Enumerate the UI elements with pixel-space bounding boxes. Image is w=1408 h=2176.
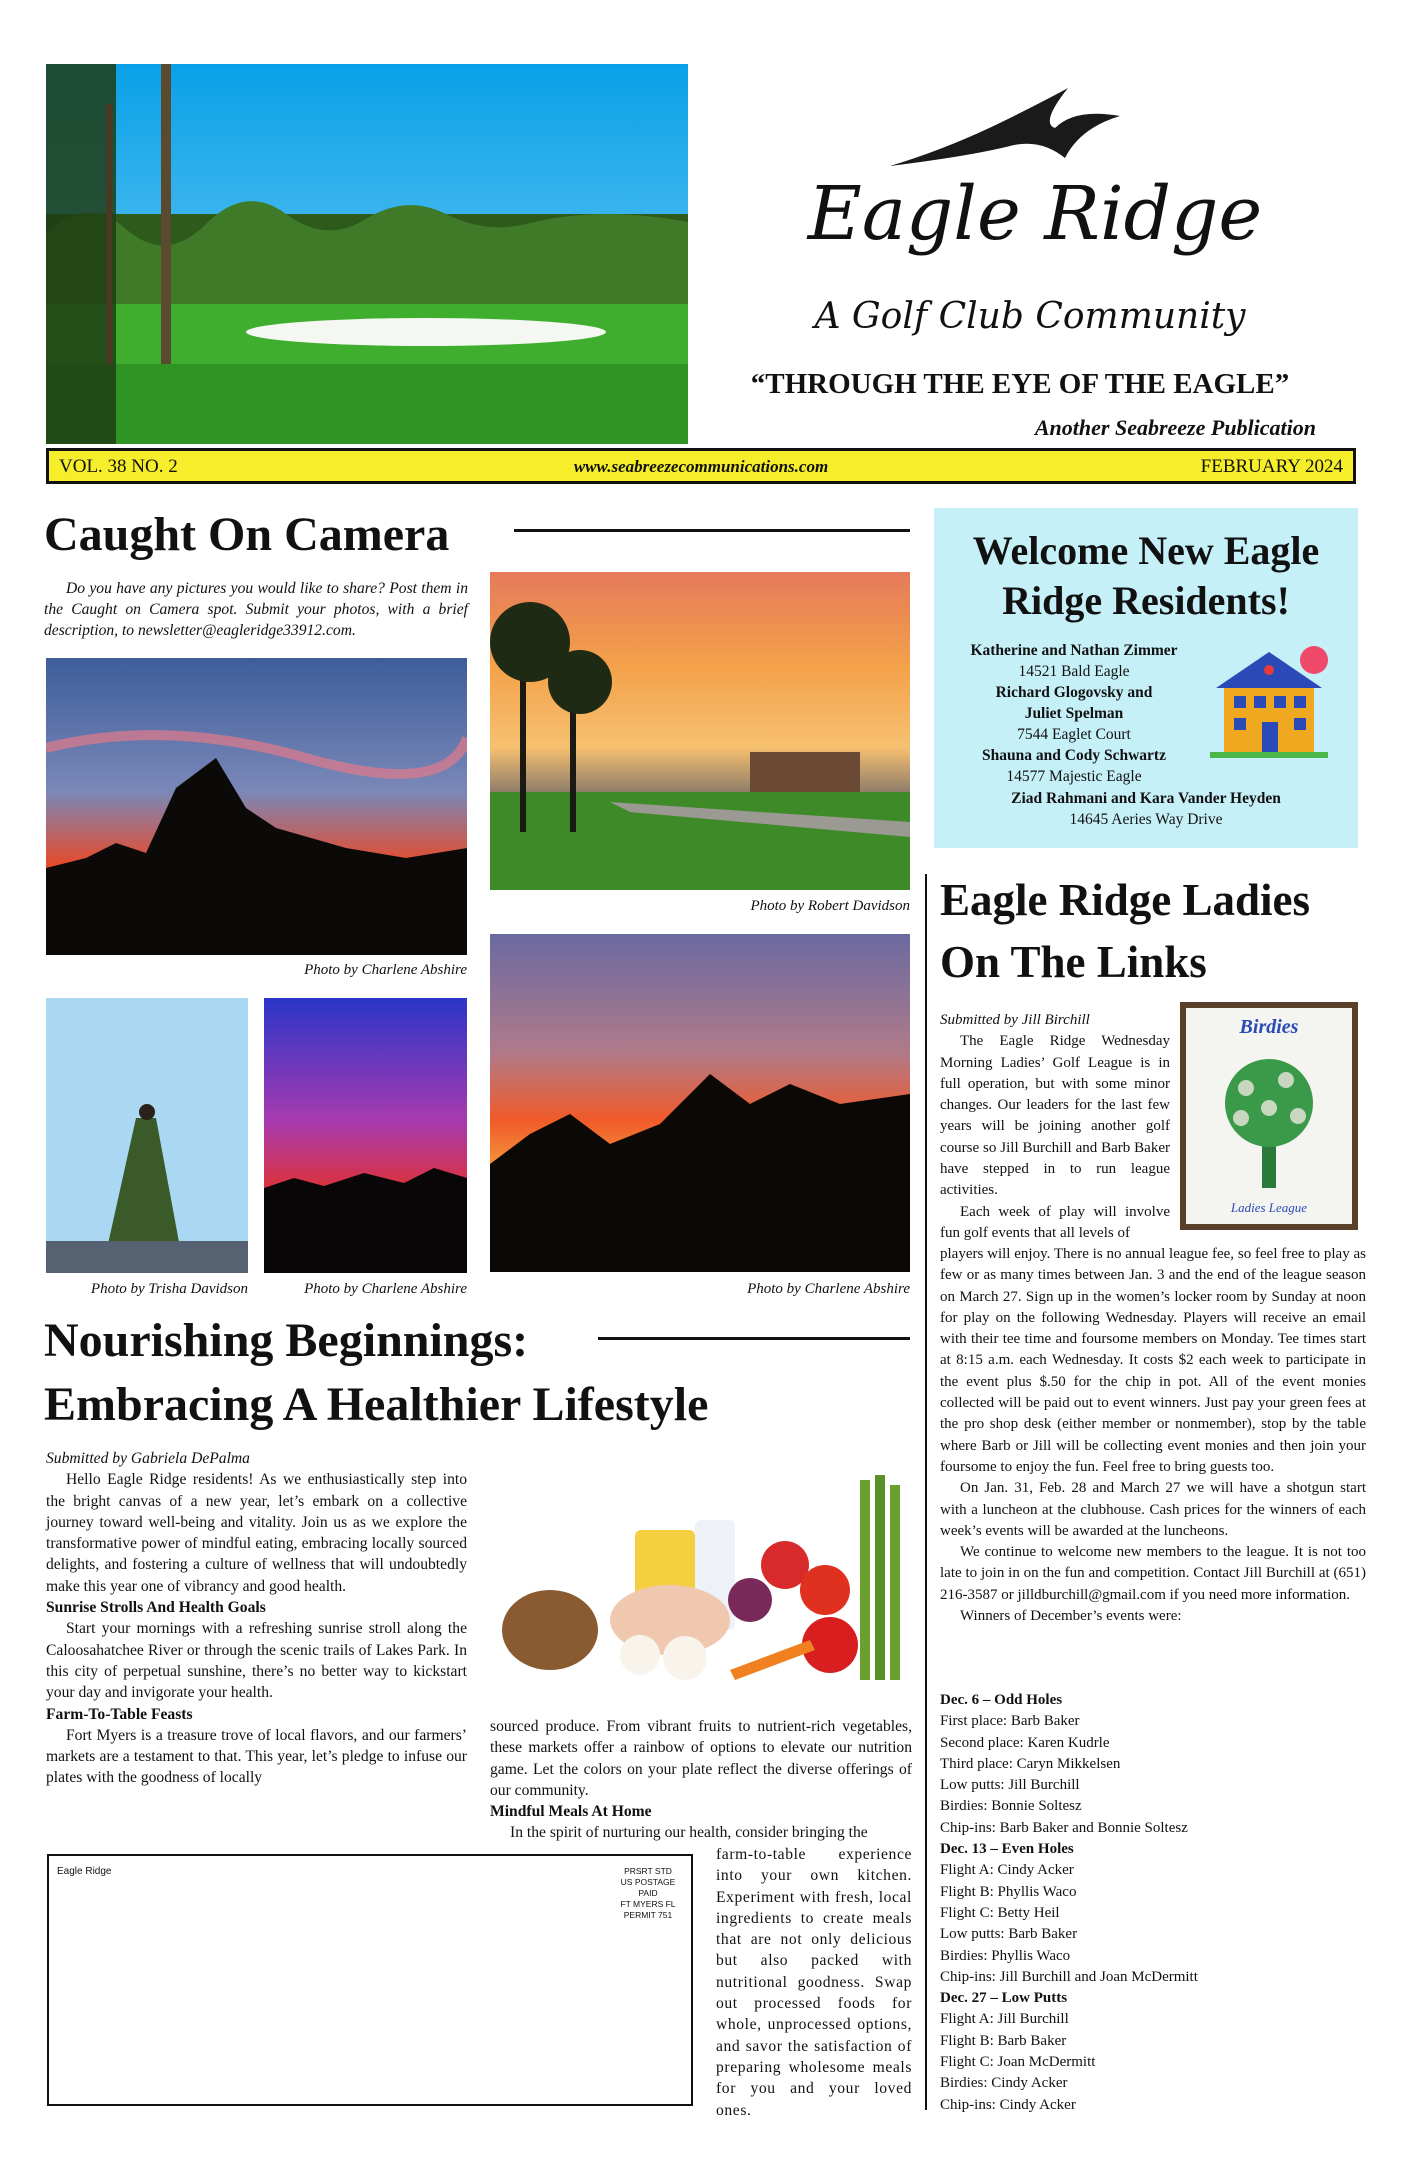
postage-line: PRSRT STD: [624, 1866, 672, 1876]
results-heading: Dec. 6 – Odd Holes: [940, 1692, 1063, 1708]
logo-title: Eagle Ridge: [807, 171, 1263, 257]
nourish-paragraph-3b: sourced produce. From vibrant fruits to nutrient-rich vegetables, these markets offer a rainbow of options to elevate our nutrition game. Let the colors on your plate reflect the diverse offerings of our community.: [490, 1718, 912, 1799]
photo-caption-2: Photo by Robert Davidson: [750, 898, 910, 914]
tagline: “THROUGH THE EYE OF THE EAGLE”: [750, 368, 1290, 400]
ladies-byline: Submitted by Jill Birchill: [940, 1012, 1090, 1028]
ladies-column-main: [940, 1244, 1366, 1627]
nourish-paragraph-1: Hello Eagle Ridge residents! As we enthusiastically step into the bright canvas of a new year, let’s embark on a collective journey toward well-being and vitality. Join us as we explore the transformative power of mindful eating, embracing locally sourced delights, and fostering a culture of wellness that will undoubtedly make this year one of vibrancy and good health.: [46, 1471, 467, 1595]
postage-line: FT MYERS FL: [620, 1899, 676, 1909]
results-line: Third place: Caryn Mikkelsen: [940, 1755, 1121, 1772]
nourish-subhead-3: Mindful Meals At Home: [490, 1803, 652, 1821]
mailing-panel: [47, 1854, 693, 2106]
photo-caption-4: Photo by Charlene Abshire: [304, 1281, 467, 1297]
postage-line: PERMIT 751: [623, 1910, 673, 1920]
golf-sunset-photo: [490, 934, 910, 1272]
results-line: Flight A: Jill Burchill: [940, 2011, 1069, 2028]
nourish-paragraph-4b: farm-to-table experience into your own kitchen. Experiment with fresh, local ingredients to create meals that are not only delicious but also packed with nutritional goodness. Swap out processed foods for whole, unprocessed options, and savor the satisfaction of preparing wholesome meals for you and your loved ones.: [716, 1846, 912, 2119]
birdies-frame-photo: [1180, 1002, 1358, 1230]
nourish-paragraph-2: Start your mornings with a refreshing sunrise stroll along the Caloosahatchee River or through the scenic trails of Lakes Park. In this city of perpetual sunshine, there’s no better way to kickstart your day and invigorate your health.: [46, 1620, 467, 1702]
ladies-paragraph-3: On Jan. 31, Feb. 28 and March 27 we will have a shotgun start with a luncheon at the clubhouse. Cash prices for the winners of each week’s events will be awarded at the luncheons.: [940, 1480, 1366, 1539]
results-heading: Dec. 13 – Even Holes: [940, 1841, 1074, 1858]
ladies-paragraph-1: The Eagle Ridge Wednesday Morning Ladies’ Golf League is in full operation, but with some minor changes. Our leaders for the last few years will be joining another golf course so Jill Burchill and Barb Baker have stepped in to run league activities.: [940, 1033, 1170, 1199]
frame-caption: Ladies League: [1230, 1200, 1308, 1215]
camera-intro: Do you have any pictures you would like to share? Post them in the Caught on Camera spot. Submit your photos, with a brief description, to newsletter@eagleridge33912.com.: [44, 580, 468, 639]
postage-indicia: [613, 1866, 683, 1921]
nourish-title-line2: Embracing A Healthier Lifestyle: [44, 1378, 709, 1431]
resident-4-address: 14645 Aeries Way Drive: [1069, 811, 1223, 828]
sunset-street-photo: [490, 572, 910, 890]
camera-title-rule: [514, 529, 910, 532]
nourish-byline: Submitted by Gabriela DePalma: [46, 1450, 250, 1467]
issue-bar: [46, 448, 1356, 484]
resident-1-name: Katherine and Nathan Zimmer: [970, 642, 1178, 659]
column-divider: [925, 874, 927, 2110]
results-line: Birdies: Bonnie Soltesz: [940, 1798, 1082, 1815]
nourish-column-2: [490, 1716, 912, 1844]
nourish-title-line1: Nourishing Beginnings:: [44, 1314, 529, 1367]
photo-caption-1: Photo by Charlene Abshire: [304, 962, 467, 978]
results-line: Chip-ins: Cindy Acker: [940, 2096, 1076, 2113]
results-line: Low putts: Jill Burchill: [940, 1777, 1080, 1794]
golf-course-photo: [46, 64, 688, 444]
results-line: Flight C: Betty Heil: [940, 1904, 1060, 1921]
resident-2-name: Richard Glogovsky and Juliet Spelman: [995, 684, 1153, 722]
camera-section-title: Caught On Camera: [44, 508, 450, 561]
results-line: Birdies: Phyllis Waco: [940, 1947, 1071, 1964]
results-line: Second place: Karen Kudrle: [940, 1734, 1110, 1751]
ladies-title-line2: On The Links: [940, 937, 1207, 987]
house-icon: [1206, 638, 1332, 768]
resident-4-name: Ziad Rahmani and Kara Vander Heyden: [1011, 790, 1281, 807]
purple-sunset-photo: [264, 998, 467, 1273]
issue-date: FEBRUARY 2024: [1200, 456, 1343, 477]
tree-icon: [1186, 1008, 1352, 1224]
postage-line: US POSTAGE: [620, 1877, 676, 1887]
ladies-paragraph-5: Winners of December’s events were:: [960, 1608, 1182, 1625]
results-line: Flight B: Phyllis Waco: [940, 1883, 1077, 1900]
results-heading: Dec. 27 – Low Putts: [940, 1990, 1068, 2007]
resident-2-address: 7544 Eaglet Court: [1017, 726, 1131, 743]
ladies-paragraph-2b: players will enjoy. There is no annual league fee, so feel free to play as few or as many times between Jan. 3 and the end of the league season on March 27. Sign up in the women’s locker room by Sunday at noon for play on the following Wednesday. Players will receive an email with their tee time and foursome members on Monday. Tee times start at 8:15 a.m. each Wednesday. It costs $2 each week to participate in the event plus $.50 for the chip in pot. All of the event monies collected will be paid out to event winners. Just pay your green fees at the pro shop desk (either member or nonmember), stop by the table where Barb or Jill will be collecting event monies and then join your foursome to enjoy the fun. Feel free to bring guests too.: [940, 1246, 1366, 1475]
nourish-column-3: [716, 1844, 912, 2121]
welcome-title: Welcome New Eagle Ridge Residents!: [972, 528, 1320, 623]
results-line: Flight B: Barb Baker: [940, 2032, 1067, 2049]
healthy-food-photo: [490, 1440, 912, 1708]
nourish-subhead-1: Sunrise Strolls And Health Goals: [46, 1599, 266, 1617]
ladies-paragraph-4: We continue to welcome new members to the league. It is not too late to join in on the fun and competition. Contact Jill Burchill at (651) 216-3587 or jilldburchill@gmail.com if you need more information.: [940, 1544, 1366, 1603]
ladies-title-line1: Eagle Ridge Ladies: [940, 875, 1311, 925]
results-line: Birdies: Cindy Acker: [940, 2075, 1068, 2092]
resident-3-name: Shauna and Cody Schwartz: [982, 747, 1166, 764]
nourish-title-rule: [598, 1337, 910, 1340]
logo-subtitle: A Golf Club Community: [814, 296, 1246, 337]
results-line: Low putts: Barb Baker: [940, 1926, 1078, 1943]
welcome-box: [934, 508, 1358, 848]
ladies-paragraph-2a: Each week of play will involve fun golf events that all levels of: [940, 1203, 1170, 1241]
results-line: First place: Barb Baker: [940, 1713, 1080, 1730]
ladies-column-top: [940, 1010, 1170, 1244]
photo-caption-5: Photo by Charlene Abshire: [747, 1281, 910, 1297]
eagle-logo-icon: [890, 88, 1120, 178]
nourish-subhead-2: Farm-To-Table Feasts: [46, 1705, 193, 1723]
sunset-photo-1: [46, 658, 467, 955]
nourish-paragraph-4a: In the spirit of nurturing our health, consider bringing the: [510, 1824, 868, 1842]
results-line: Chip-ins: Barb Baker and Bonnie Soltesz: [940, 1819, 1188, 1836]
volume-label: VOL. 38 NO. 2: [59, 456, 178, 477]
results-line: Flight A: Cindy Acker: [940, 1862, 1074, 1879]
nourish-paragraph-3: Fort Myers is a treasure trove of local flavors, and our farmers’ markets are a testament to that. This year, let’s pledge to infuse our plates with the goodness of locally: [46, 1726, 467, 1787]
photo-caption-3: Photo by Trisha Davidson: [90, 1281, 248, 1297]
results-line: Flight C: Joan McDermitt: [940, 2054, 1096, 2071]
nourish-column-1: [46, 1448, 467, 1789]
postage-line: PAID: [638, 1888, 658, 1898]
results-line: Chip-ins: Jill Burchill and Joan McDermitt: [940, 1968, 1198, 1985]
resident-1-address: 14521 Bald Eagle: [1018, 663, 1130, 680]
website-link[interactable]: www.seabreezecommunications.com: [573, 457, 829, 476]
publisher: Another Seabreeze Publication: [1034, 415, 1316, 440]
frame-title: Birdies: [1239, 1016, 1299, 1038]
bird-on-tree-photo: [46, 998, 248, 1273]
resident-3-address: 14577 Majestic Eagle: [1006, 768, 1142, 785]
results-list: [940, 1690, 1366, 2116]
mailing-label: Eagle Ridge: [57, 1866, 112, 1877]
